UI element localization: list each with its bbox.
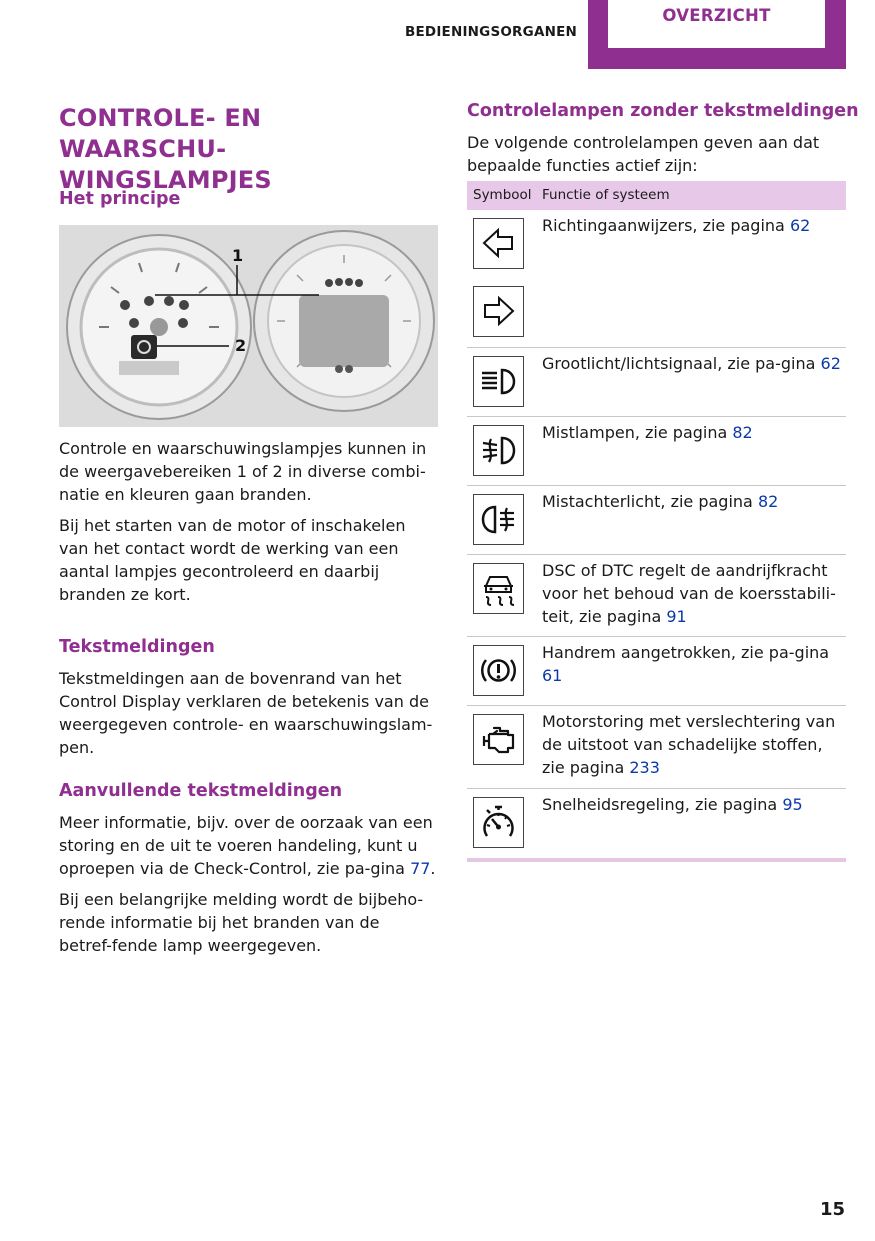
page-link[interactable]: 82 [757,492,779,511]
principle-paragraph-1: Controle en waarschuwingslampjes kunnen in de weergavebereiken 1 of 2 in diverse combi-natie en kleuren gaan branden. [59,439,427,504]
additional-paragraph-2: Bij een belangrijke melding wordt de bijbeho-rende informatie bij het branden van de betref-fende lamp weergegeven. [59,890,424,955]
turn-signal-left-icon [473,218,524,269]
page-link[interactable]: 62 [789,216,811,235]
row-text: Mistlampen, zie pagina 82 [542,423,753,442]
text-messages-heading: Tekstmeldingen [59,637,215,657]
row-text: Mistachterlicht, zie pagina 82 [542,492,779,511]
instrument-cluster-illustration [59,225,438,427]
cruise-control-icon [473,797,524,848]
principle-heading: Het principe [59,189,181,209]
page-link[interactable]: 82 [732,423,753,442]
page-link[interactable]: 62 [820,354,841,373]
column-function: Functie of systeem [542,187,670,203]
row-text: Motorstoring met verslechtering van de uitstoot van schadelijke stoffen, zie pagina 233 [542,712,836,777]
chapter-tab-label[interactable]: OVERZICHT [608,0,825,48]
page-title: CONTROLE- EN WAARSCHU- WINGSLAMPJES [59,104,272,194]
engine-malfunction-icon [473,714,524,765]
indicator-lamps-intro: De volgende controlelampen geven aan dat bepaalde functies actief zijn: [467,133,820,175]
callout-2: 2 [235,336,247,355]
row-text: Snelheidsregeling, zie pagina 95 [542,795,803,814]
text-messages-paragraph: Tekstmeldingen aan de bovenrand van het Control Display verklaren de betekenis van de weergegeven controle- en waarschuwingslam-pen. [59,669,433,757]
instrument-cluster-figure [59,225,438,427]
row-text: DSC of DTC regelt de aandrijfkracht voor het behoud van de koersstabili-teit, zie pagina 91 [542,561,836,626]
table-row [467,637,846,706]
indicator-lamps-heading: Controlelampen zonder tekstmeldingen [467,101,859,121]
row-text: Grootlicht/lichtsignaal, zie pa-gina 62 [542,354,841,373]
additional-messages-heading: Aanvullende tekstmeldingen [59,781,343,801]
text-messages-text [59,667,437,767]
section-label: BEDIENINGSORGANEN [405,24,578,40]
additional-messages-text [59,811,437,965]
row-text: Richtingaanwijzers, zie pagina 62 [542,216,811,235]
callout-1: 1 [232,246,244,265]
table-row [467,789,846,857]
page-link[interactable]: 95 [782,795,803,814]
rear-fog-light-icon [473,494,524,545]
table-row [467,486,846,555]
high-beam-icon [473,356,524,407]
table-row [467,555,846,637]
page-link[interactable]: 91 [666,607,687,626]
additional-paragraph-1: Meer informatie, bijv. over de oorzaak van een storing en de uit te voeren handeling, kunt u oproepen via de Check-Control, zie pa-gina 77. [59,813,436,878]
page-link[interactable]: 77 [410,859,431,878]
table-row [467,417,846,486]
table-header [467,181,846,210]
table-row [467,210,846,348]
table-row [467,706,846,789]
row-text: Handrem aangetrokken, zie pa-gina 61 [542,643,830,685]
page-link[interactable]: 233 [629,758,660,777]
principle-text [59,437,437,614]
table-row [467,348,846,417]
turn-signal-right-icon [473,286,524,337]
page-number: 15 [820,1199,846,1220]
column-symbol: Symbool [473,187,532,203]
principle-paragraph-2: Bij het starten van de motor of inschakelen van het contact wordt de werking van een aantal lampjes gecontroleerd en daarbij branden ze kort. [59,516,406,604]
table-end-bar [467,858,846,862]
parking-brake-icon [473,645,524,696]
dsc-dtc-icon [473,563,524,614]
fog-light-icon [473,425,524,476]
page-link[interactable]: 61 [542,666,563,685]
